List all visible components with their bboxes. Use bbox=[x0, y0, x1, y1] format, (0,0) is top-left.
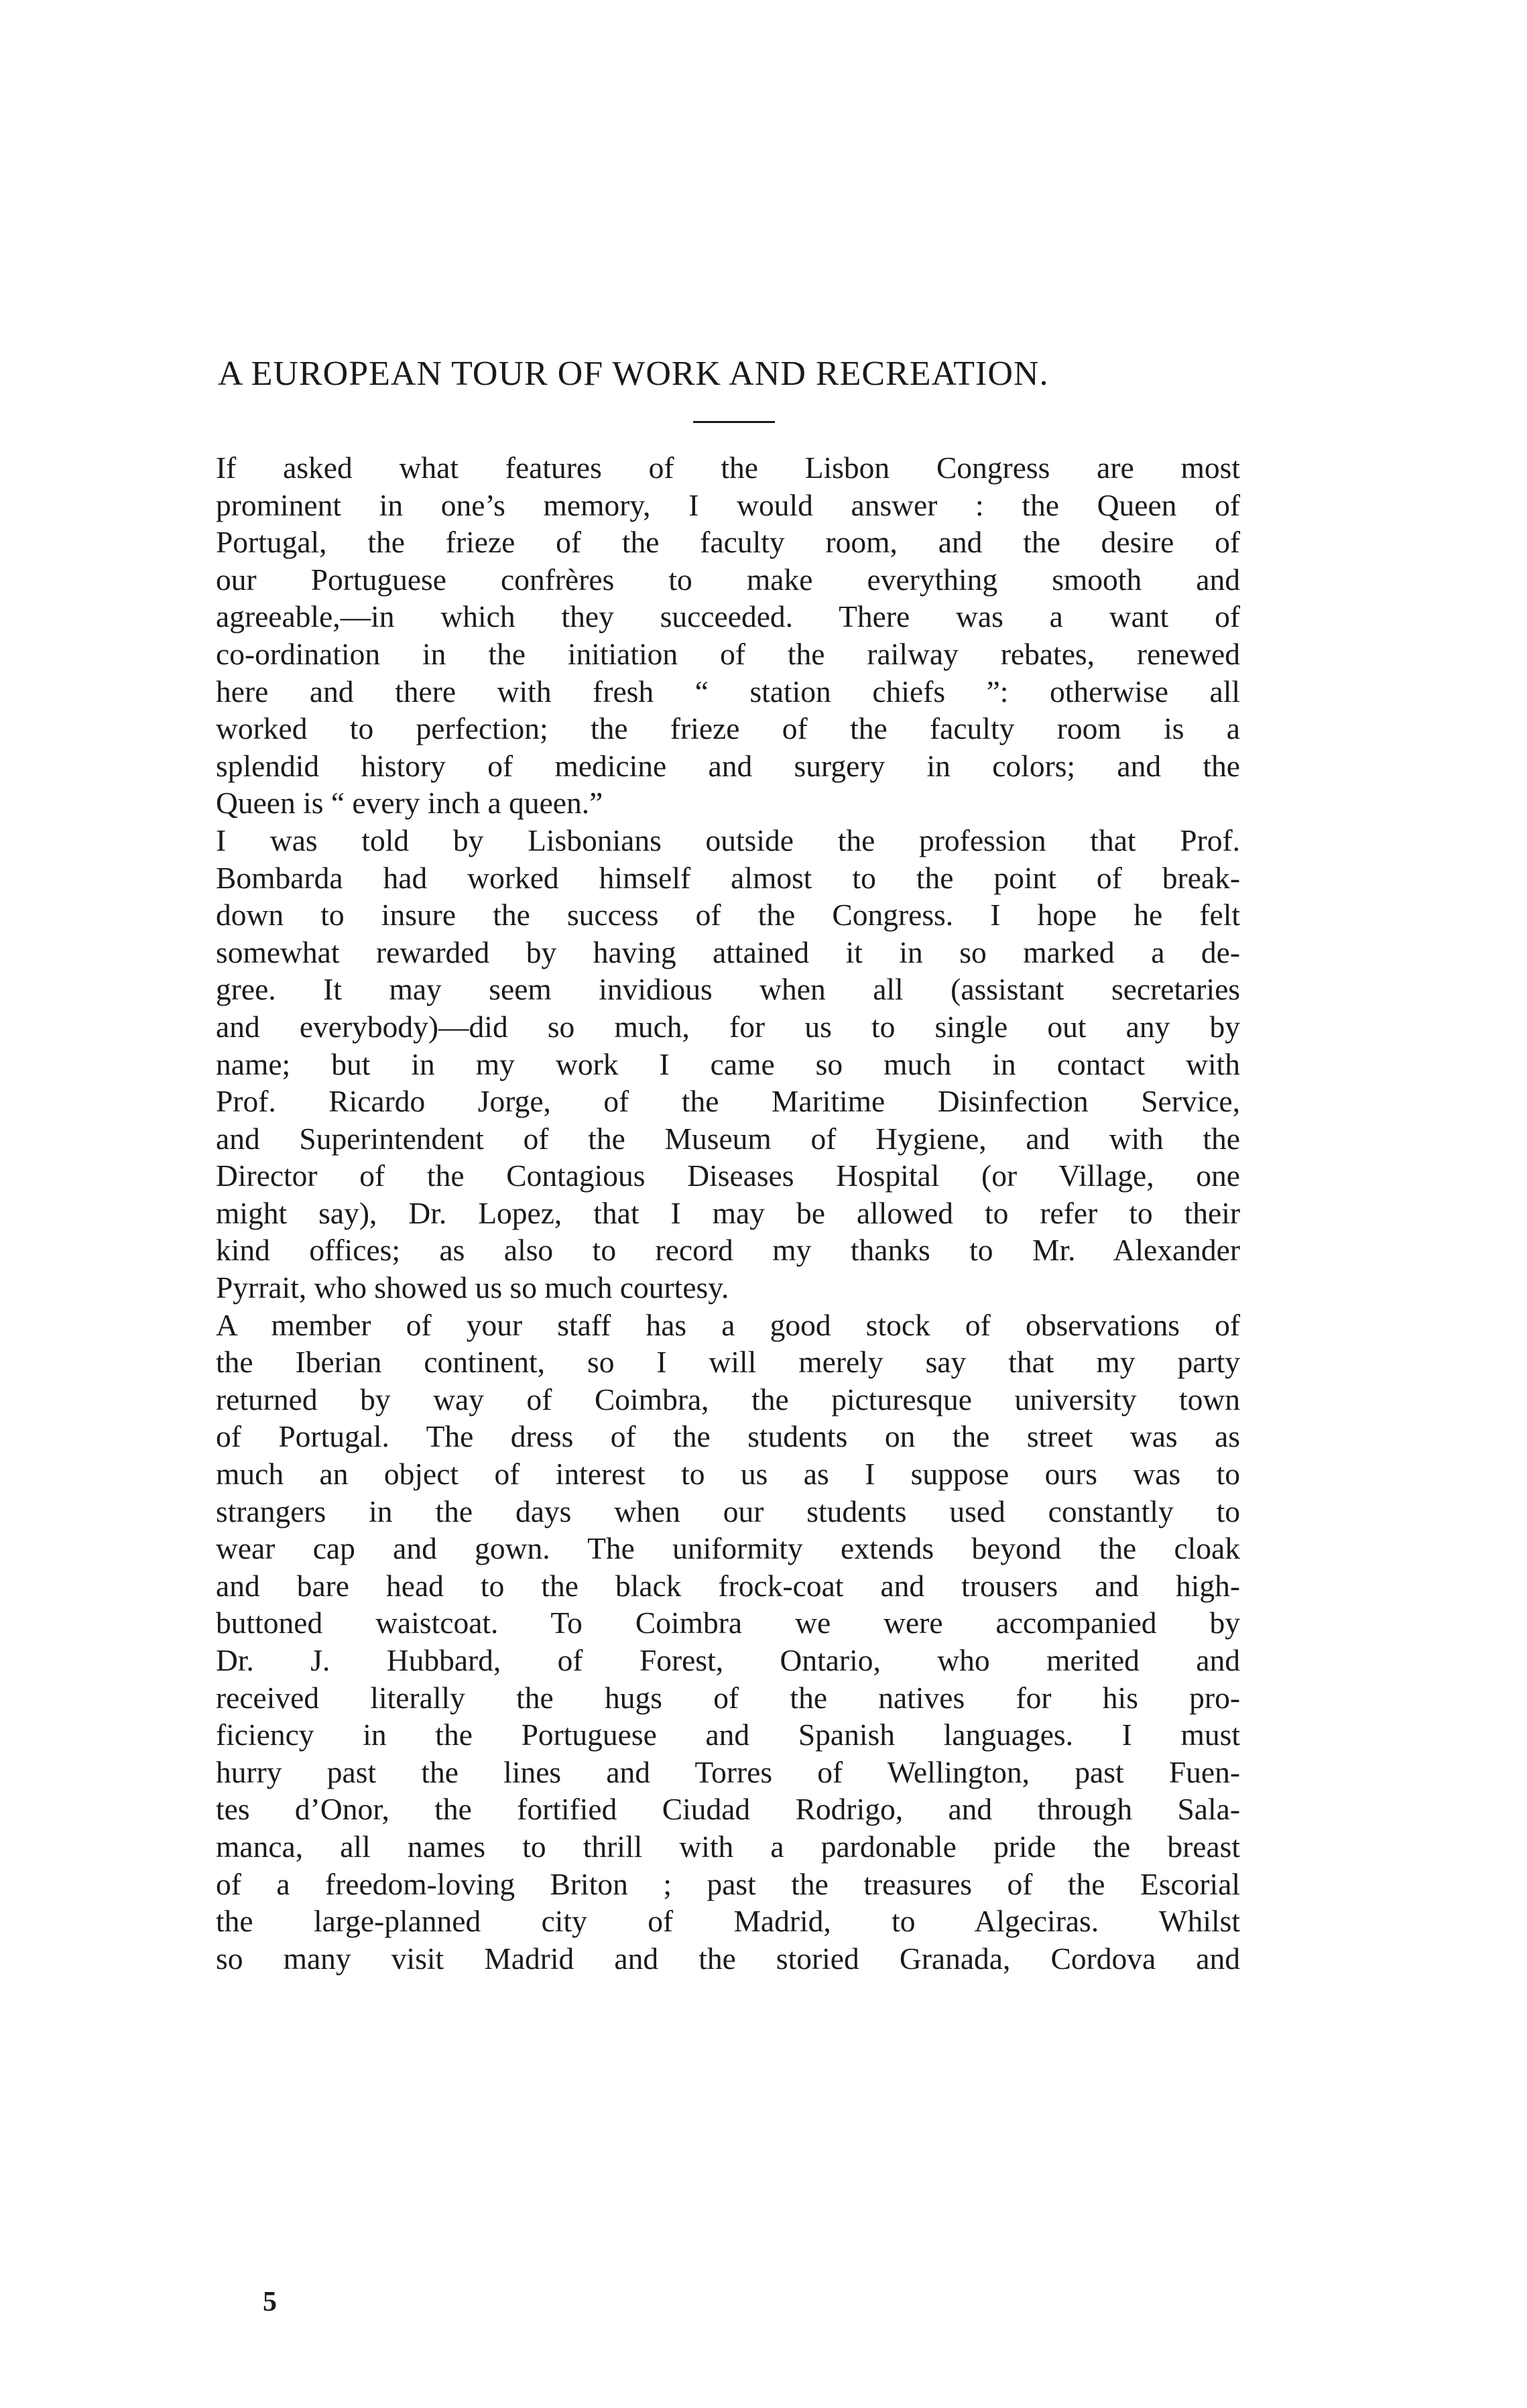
text-line: splendid history of medicine and surgery in colors; and the bbox=[216, 748, 1240, 783]
text-line: prominent in one’s memory, I would answer : the Queen of bbox=[216, 487, 1240, 522]
text-line: and Superintendent of the Museum of Hygiene, and with the bbox=[216, 1121, 1240, 1156]
article-body bbox=[216, 449, 1240, 1977]
text-line: our Portuguese confrères to make everything smooth and bbox=[216, 562, 1240, 597]
text-line: and bare head to the black frock-coat and trousers and high- bbox=[216, 1568, 1240, 1603]
text-line: of Portugal. The dress of the students on the street was as bbox=[216, 1419, 1240, 1454]
text-line: tes d’Onor, the fortified Ciudad Rodrigo, and through Sala- bbox=[216, 1792, 1240, 1827]
text-line: A member of your staff has a good stock of observations of bbox=[216, 1307, 1240, 1342]
text-line: gree. It may seem invidious when all (assistant secretaries bbox=[216, 972, 1240, 1007]
text-line: Prof. Ricardo Jorge, of the Maritime Disinfection Service, bbox=[216, 1084, 1240, 1119]
text-line: Director of the Contagious Diseases Hospital (or Village, one bbox=[216, 1158, 1240, 1193]
text-line: Pyrrait, who showed us so much courtesy. bbox=[216, 1270, 729, 1305]
text-line: of a freedom-loving Briton ; past the treasures of the Escorial bbox=[216, 1866, 1240, 1901]
text-line: Portugal, the frieze of the faculty room, and the desire of bbox=[216, 525, 1240, 560]
text-line: buttoned waistcoat. To Coimbra we were accompanied by bbox=[216, 1606, 1240, 1640]
text-line: ficiency in the Portuguese and Spanish languages. I must bbox=[216, 1718, 1240, 1752]
text-line: down to insure the success of the Congress. I hope he felt bbox=[216, 898, 1240, 932]
text-line: manca, all names to thrill with a pardonable pride the breast bbox=[216, 1829, 1240, 1864]
text-line: returned by way of Coimbra, the picturesque university town bbox=[216, 1382, 1240, 1417]
text-line: strangers in the days when our students used constantly to bbox=[216, 1494, 1240, 1528]
text-line: here and there with fresh “ station chiefs ”: otherwise all bbox=[216, 674, 1240, 709]
text-line: much an object of interest to us as I suppose ours was to bbox=[216, 1457, 1240, 1492]
page-number: 5 bbox=[263, 2287, 277, 2317]
text-line: co-ordination in the initiation of the railway rebates, renewed bbox=[216, 636, 1240, 671]
text-line: kind offices; as also to record my thanks to Mr. Alexander bbox=[216, 1233, 1240, 1268]
text-line: hurry past the lines and Torres of Wellington, past Fuen- bbox=[216, 1754, 1240, 1789]
article-title: A EUROPEAN TOUR OF WORK AND RECREATION. bbox=[218, 355, 1049, 393]
text-line: name; but in my work I came so much in contact with bbox=[216, 1046, 1240, 1081]
text-line: somewhat rewarded by having attained it in so marked a de- bbox=[216, 935, 1240, 969]
text-line: so many visit Madrid and the storied Granada, Cordova and bbox=[216, 1941, 1240, 1976]
text-line: I was told by Lisbonians outside the profession that Prof. bbox=[216, 823, 1240, 857]
text-line: worked to perfection; the frieze of the faculty room is a bbox=[216, 711, 1240, 746]
text-line: Queen is “ every inch a queen.” bbox=[216, 786, 603, 821]
text-line: agreeable,—in which they succeeded. There was a want of bbox=[216, 599, 1240, 634]
text-line: might say), Dr. Lopez, that I may be allowed to refer to their bbox=[216, 1195, 1240, 1230]
text-line: the Iberian continent, so I will merely say that my party bbox=[216, 1345, 1240, 1380]
text-line: Bombarda had worked himself almost to the point of break- bbox=[216, 860, 1240, 895]
text-line: and everybody)—did so much, for us to single out any by bbox=[216, 1009, 1240, 1044]
text-line: the large-planned city of Madrid, to Algeciras. Whilst bbox=[216, 1904, 1240, 1939]
text-line: wear cap and gown. The uniformity extends beyond the cloak bbox=[216, 1531, 1240, 1566]
title-rule bbox=[693, 421, 775, 423]
text-line: Dr. J. Hubbard, of Forest, Ontario, who merited and bbox=[216, 1643, 1240, 1677]
text-line: If asked what features of the Lisbon Congress are most bbox=[216, 450, 1240, 485]
text-line: received literally the hugs of the natives for his pro- bbox=[216, 1680, 1240, 1715]
